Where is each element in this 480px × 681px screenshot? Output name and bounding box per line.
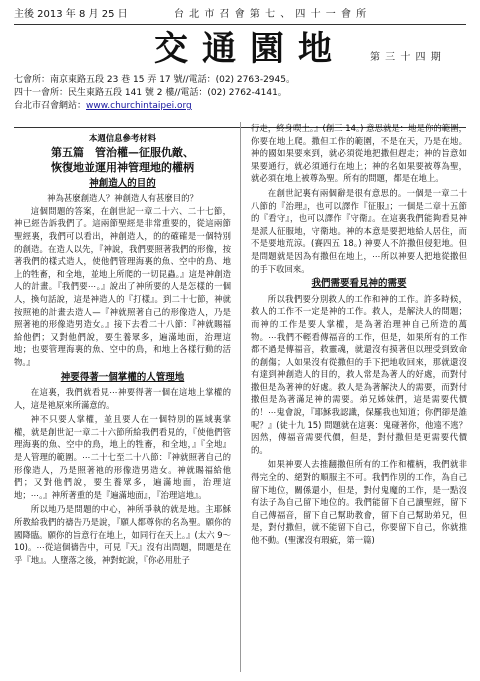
left-column	[14, 132, 231, 568]
church-name: 台 北 市 召 會 第 七 、 四 十 一 會 所	[174, 9, 368, 20]
right-column	[251, 122, 467, 549]
paragraph: 這個問題的答案，在創世記一章二十六、二十七節，神已經告訴我們了。這兩節聖經是非常重要的，從這兩節聖經裏，我們可以看出，神創造人，的的確確是一個特別的創造。在造人以先，『神說，我們要照著我們的形像，按著我們的樣式造人，使他們管理海裏的魚、空中的鳥、地上的牲畜，和全地，並地上所爬的一切昆蟲。』這是神創造人的計畫。『我們要⋯。』說出了神所要的人是怎樣的一個人，換句話說，這是神造人的『打樣』。到二十七節，神就按照祂的計畫去造人—『神就照著自己的形像造人，乃是照著祂的形像造男造女。』接下去看二十八節：『神就賜福給他們；又對他們說，要生養眾多，遍滿地面，治理這地；也要管理海裏的魚、空中的鳥，和地上各樣行動的活物。』	[14, 205, 231, 367]
lesson-title-line2: 恢復地並運用神管理地的權柄	[51, 160, 194, 174]
question-line: 神為甚麼創造人？神創造人有甚麼目的？	[47, 193, 198, 204]
lesson-title-line1: 第五篇 管治權—征服仇敵、	[51, 145, 194, 159]
subheading-dominion: 神要得著一個掌權的人管理地	[60, 371, 185, 383]
issue-number: 第 三 十 四 期	[370, 52, 442, 63]
paragraph: 如果神要人去推翻撒但所有的工作和權柄，我們就非得完全的、絕對的順服主不可。我們作別的工作，為自己留下地位，關係還小，但是，對付鬼魔的工作，是一點沒有法子為自己留下地位的。我們能留下自己讀聖經，留下自己傳福音，留下自己幫助教會，留下自己幫助弟兄，但是，對付撒但，就不能留下自己，你要留下自己，你就推他不動。(聖潔沒有瑕疵，第一篇)	[251, 459, 467, 545]
website-label: 台北市召會網站：	[14, 101, 87, 111]
subheading-need: 我們需要看見神的需要	[311, 278, 407, 290]
address-meeting-7: 七會所：南京東路五段 23 巷 15 弄 17 號//電話：(02) 2763-2945。	[14, 75, 295, 85]
paragraph: 在創世記裏有兩個辭是很有意思的。一個是一章二十八節的『治理』，也可以譯作『征服』；一個是二章十五節的『看守』，也可以譯作『守衛』。在這裏我們能夠看見神是派人征服地，守衛地。神的本意是要把地給人居住，而不是要地荒涼。(賽四五 18。) 神要人不許撒但侵犯地。但是問題就是因為有撒但在地上，⋯所以神要人把地從撒但的手下收回來。	[251, 187, 467, 274]
column-divider	[240, 122, 241, 672]
subheading-purpose: 神創造人的目的	[89, 177, 156, 189]
website-line	[14, 100, 314, 113]
source-heading: 本週信息參考材料	[89, 133, 156, 143]
paragraph: 在這裏，我們就看見⋯神要得著一個在這地上掌權的人，這是祂原來所滿意的。	[14, 387, 231, 410]
paragraph: 所以我們要分別救人的工作和神的工作。許多時候，救人的工作不一定是神的工作。救人，是解決人的問題；而神的工作是要人掌權，是為著治理神自己所造的萬物。⋯我們不輕看傳福音的工作，但是，如果所有的工作都不過是傳福音，救靈魂，就還沒有摸著但以理受到致命的創傷；人如果沒有從撒但的手下把地收回來，那就還沒有達到神創造人的目的，救人常是為著人的好處，而對付撒但是為著神的好處。救人是為著解決人的需要，而對付撒但是為著滿足神的需要。弟兄姊妹們，這是需要代價的！⋯鬼會說，『耶穌我認識，保羅我也知道；你們卻是誰呢？』(徒十九 15) 問題就在這裏：鬼碰著你，他遠不逃？因然，傳福音需要代價，但是，對付撒但是更需要代價的。	[251, 293, 467, 455]
address-meeting-41: 四十一會所：民生東路五段 141 號 2 樓//電話：(02) 2762-4141。	[14, 88, 287, 98]
masthead-title: 交通園地	[154, 29, 346, 69]
header-line	[14, 8, 466, 25]
paragraph: 行走，終身喫土。』(創三 14。) 意思就是：地是你的範圍，你要在地上爬。撒但工作的範圍，不是在天，乃是在地。神的國如果要來到，就必須從地把撒但趕走；神的旨意如果要通行，就必須通行在地上；神的名如果要被尊為聖，就必須在地上被尊為聖。所有的問題，都是在地上。	[251, 123, 467, 184]
address-block	[14, 74, 314, 113]
paragraph: 神不只要人掌權，並且要人在一個特別的區域裏掌權，就是創世記一章二十六節所給我們看見的，『使他們管理海裏的魚、空中的鳥，地上的牲畜，和全地，』『全地』是人管理的範圍。⋯二十七至二十八節：『神就照著自己的形像造人，乃是照著祂的形像造男造女。神就賜福給他們；又對他們說，要生養眾多，遍滿地面，治理這地；⋯。』神所著重的是『遍滿地面』，『治理這地』。	[14, 414, 231, 500]
paragraph: 所以地乃是問題的中心，神所爭執的就是地。主耶穌所教給我們的禱告乃是說，『願人都尊你的名為聖。願你的國降臨。願你的旨意行在地上，如同行在天上。』(太六 9～10)。⋯從這個禱告中，可見『天』沒有出問題，問題是在乎『地』。人墮落之後，神對蛇說，『你必用肚子	[14, 504, 231, 565]
website-link[interactable]: www.churchintaipei.org	[86, 101, 192, 111]
issue-date: 主後 2013 年 8 月 25 日	[14, 9, 128, 20]
